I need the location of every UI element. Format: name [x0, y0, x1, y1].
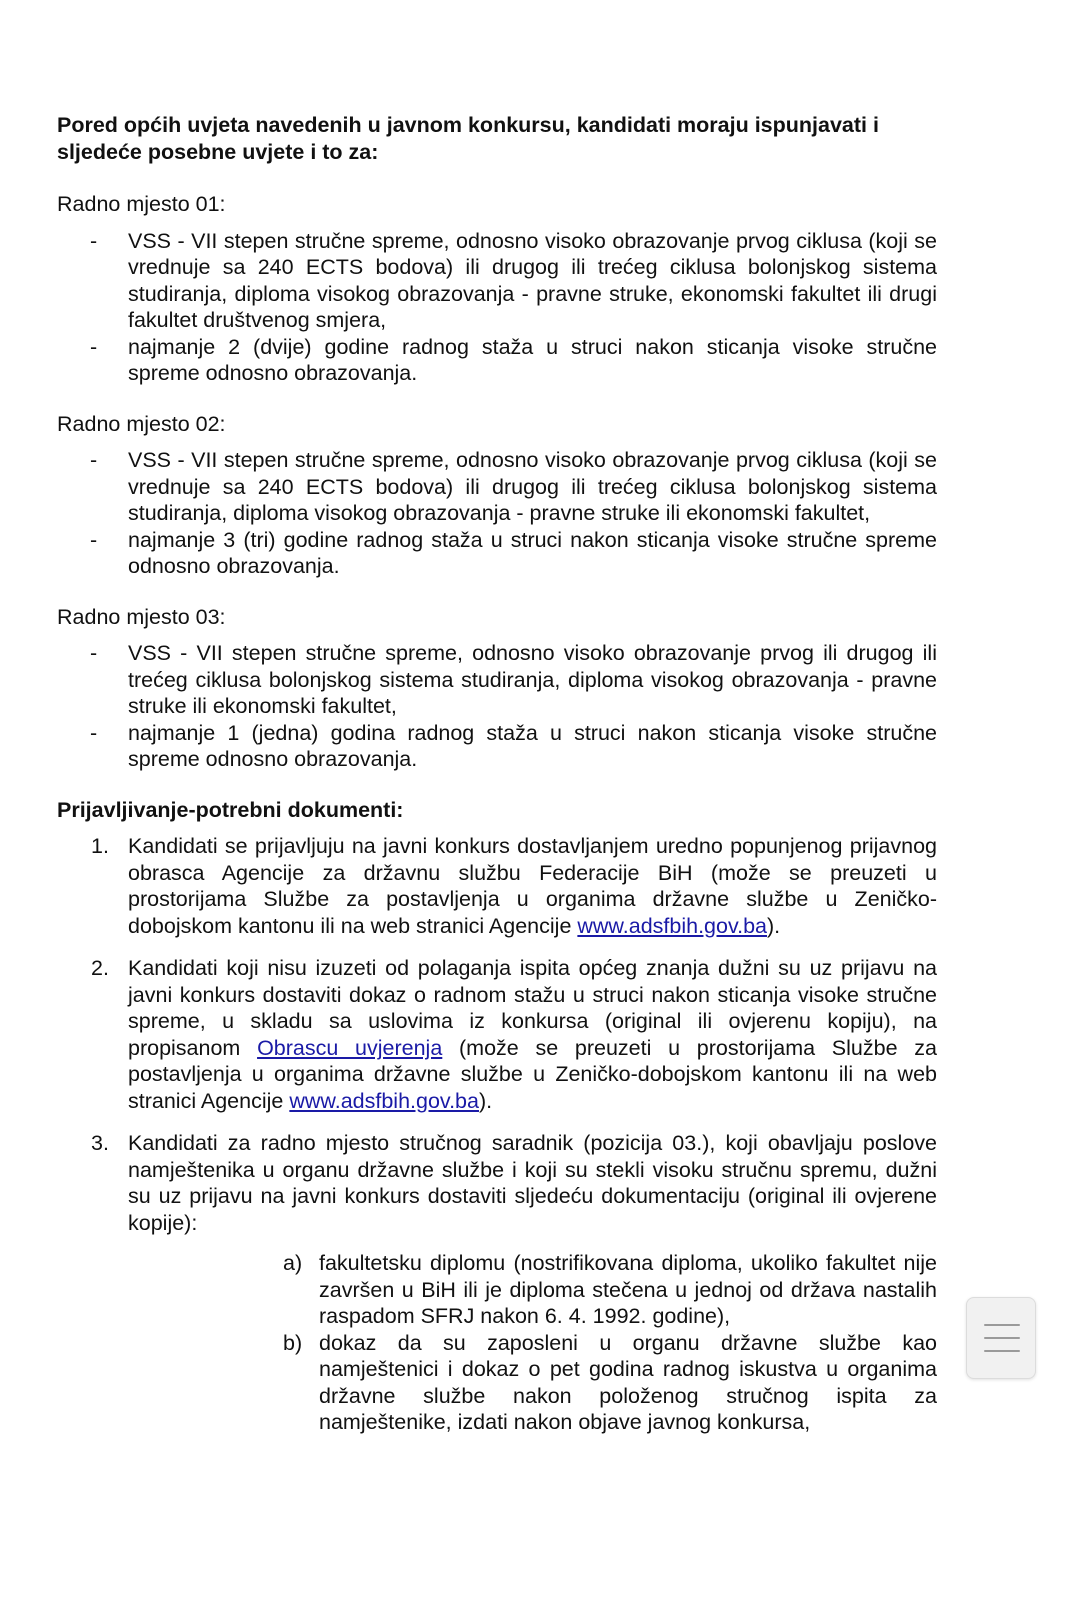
subitem-text: fakultetsku diplomu (nostrifikovana diploma, ukoliko fakultet nije završen u BiH ili je diploma stečena u jednoj od država nastalih raspadom SFRJ nakon 6. 4. 1992. godine),: [319, 1251, 937, 1328]
menu-lines-icon: [984, 1337, 1020, 1339]
document-text: ).: [767, 913, 781, 938]
document-text: Kandidati koji nisu izuzeti od polaganja ispita općeg znanja dužni su uz prijavu na javni konkurs dostaviti dokaz o radnom stažu u struci nakon sticanja visoke stručne spreme, u skladu sa uslovima iz konkursa (original ili ovjerenu kopiju), na propisanom: [128, 956, 937, 1060]
dash-bullet: -: [90, 448, 98, 472]
document-text: ).: [478, 1088, 493, 1113]
position-title-02: Radno mjesto 02:: [57, 411, 226, 436]
requirement-text: najmanje 2 (dvije) godine radnog staža u struci nakon sticanja visoke stručne spreme odnosno obrazovanja.: [128, 334, 937, 385]
menu-button[interactable]: [966, 1297, 1036, 1379]
document-text: Kandidati se prijavljuju na javni konkurs dostavljanjem uredno popunjenog prijavnog obrasca Agencije za državnu službu Federacije BiH (može se preuzeti u prostorijama Službe za postavljenja u organima državne službe u Zeničko-dobojskom kantonu ili na web stranici Agencije: [128, 834, 937, 938]
document-item-1: [57, 833, 937, 939]
dash-bullet: -: [90, 641, 98, 665]
document-item-2: [57, 955, 937, 1114]
document-item-3: [57, 1130, 937, 1436]
requirement-text: VSS - VII stepen stručne spreme, odnosno visoko obrazovanje prvog ili drugog ili trećeg ciklusa bolonjskog sistema studiranja, diploma visokog obrazovanja - pravne struke ili ekonomski fakultet,: [128, 641, 937, 718]
dash-bullet: -: [90, 720, 98, 745]
list-number: 3.: [91, 1131, 109, 1155]
agency-website-link[interactable]: www.adsfbih.gov.ba: [289, 1088, 479, 1113]
dash-bullet: -: [90, 527, 98, 552]
requirement-item: [57, 447, 937, 527]
subitem-text: dokaz da su zaposleni u organu državne službe kao namještenici i dokaz o pet godina radnog iskustva u organima državne službe nakon položenog stručnog ispita za namještenike, izdati nakon objave javnog konkursa,: [319, 1330, 937, 1434]
menu-lines-icon: [984, 1324, 1020, 1326]
requirement-item: [57, 527, 937, 580]
requirement-text: VSS - VII stepen stručne spreme, odnosno visoko obrazovanje prvog ciklusa (koji se vrednuje sa 240 ECTS bodova) ili drugog ili trećeg ciklusa bolonjskog sistema studiranja, diploma visokog obrazovanja - pravne struke, ekonomski fakultet ili drugi fakultet društvenog smjera,: [128, 228, 937, 332]
list-number: 2.: [91, 956, 109, 980]
sub-marker: b): [283, 1330, 303, 1355]
certificate-form-link[interactable]: Obrascu uvjerenja: [257, 1035, 443, 1060]
document-subitem-a: [128, 1250, 937, 1330]
documents-list: [57, 833, 937, 1436]
menu-lines-icon: [984, 1350, 1020, 1352]
document-sublist: [128, 1250, 937, 1436]
list-number: 1.: [91, 834, 109, 858]
dash-bullet: -: [90, 228, 98, 253]
requirement-item: [57, 228, 937, 334]
document-text: Kandidati za radno mjesto stručnog saradnik (pozicija 03.), koji obavljaju poslove namještenika u organu državne službe i koji su stekli visoku stručnu spremu, dužni su uz prijavu na javni konkurs dostaviti sljedeću dokumentaciju (original ili ovjerene kopije):: [128, 1131, 937, 1235]
requirement-text: najmanje 1 (jedna) godina radnog staža u struci nakon sticanja visoke stručne spreme odnosno obrazovanja.: [128, 720, 937, 771]
intro-heading: Pored općih uvjeta navedenih u javnom konkursu, kandidati moraju ispunjavati i sljedeće posebne uvjete i to za:: [57, 113, 879, 164]
position-requirements-01: [57, 228, 937, 387]
agency-website-link[interactable]: www.adsfbih.gov.ba: [577, 913, 768, 938]
dash-bullet: -: [90, 334, 98, 359]
position-title-01: Radno mjesto 01:: [57, 192, 226, 216]
requirement-text: najmanje 3 (tri) godine radnog staža u struci nakon sticanja visoke stručne spreme odnosno obrazovanja.: [128, 527, 937, 578]
requirement-text: VSS - VII stepen stručne spreme, odnosno visoko obrazovanje prvog ciklusa (koji se vrednuje sa 240 ECTS bodova) ili drugog ili trećeg ciklusa bolonjskog sistema studiranja, diploma visokog obrazovanja - pravne struke ili ekonomski fakultet,: [128, 448, 937, 525]
sub-marker: a): [283, 1251, 303, 1275]
requirement-item: [57, 640, 937, 720]
position-requirements-02: [57, 447, 937, 580]
document-subitem-b: [128, 1330, 937, 1436]
documents-section-title: Prijavljivanje-potrebni dokumenti:: [57, 797, 404, 822]
requirement-item: [57, 720, 937, 773]
position-requirements-03: [57, 640, 937, 773]
position-title-03: Radno mjesto 03:: [57, 604, 226, 629]
document-text: (može se preuzeti u prostorijama Službe za postavljenja u organima državne službe u Zeničko-dobojskom kantonu ili na web stranici Agencije: [128, 1035, 937, 1113]
document-page: [57, 112, 937, 1452]
requirement-item: [57, 334, 937, 387]
